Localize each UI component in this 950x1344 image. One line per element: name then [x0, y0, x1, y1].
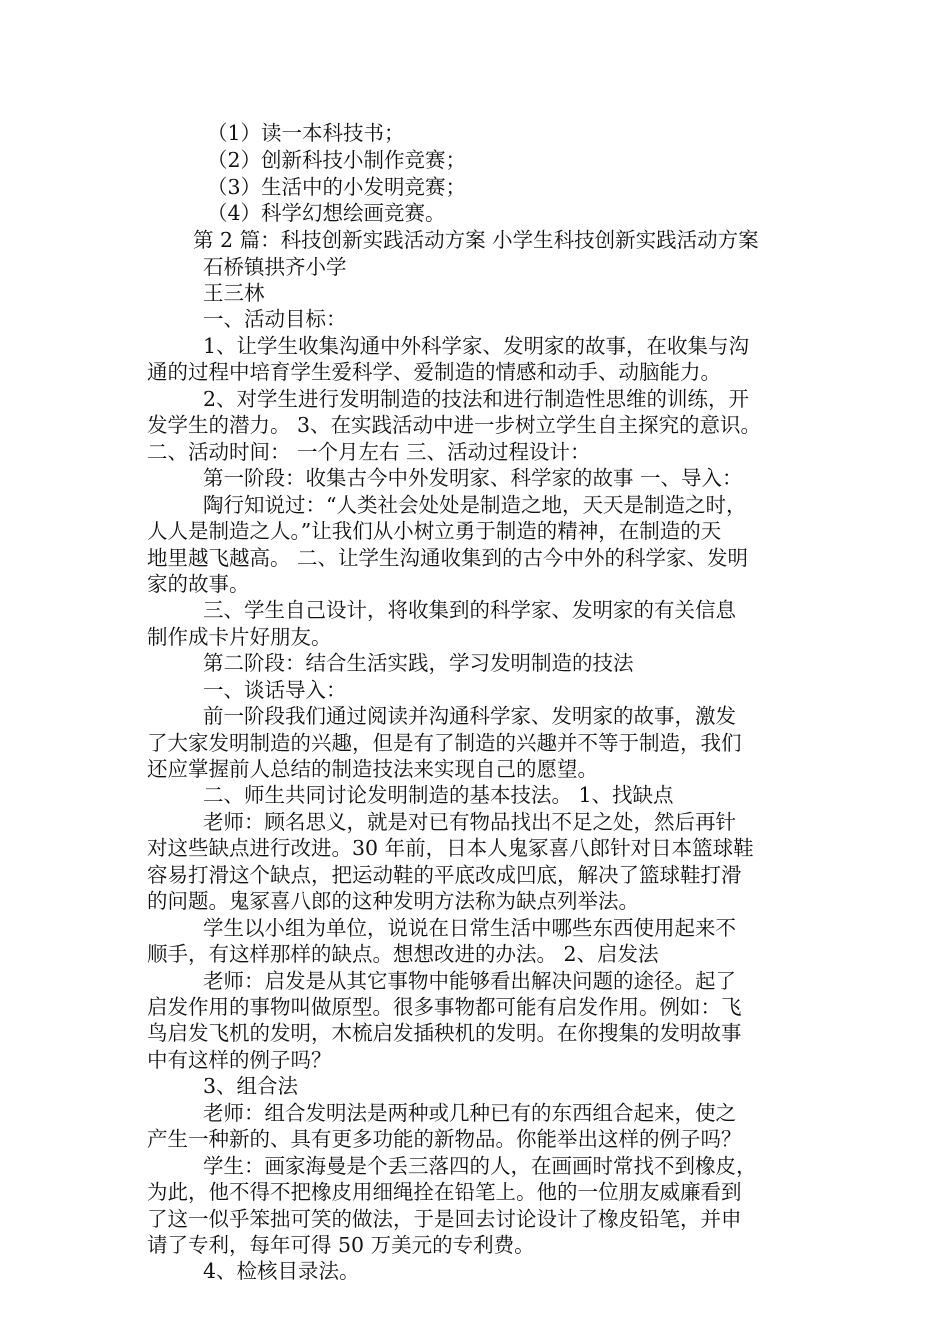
text-line: 制作成卡片好朋友。	[147, 625, 332, 649]
text-line: 4、检核目录法。	[203, 1259, 360, 1283]
text-line: 对这些缺点进行改进。30 年前，日本人鬼冢喜八郎针对日本篮球鞋	[147, 836, 754, 860]
text-line: 老师：启发是从其它事物中能够看出解决问题的途径。起了	[203, 969, 736, 993]
text-line: 了大家发明制造的兴趣，但是有了制造的兴趣并不等于制造，我们	[147, 731, 742, 755]
text-line: 请了专利，每年可得 50 万美元的专利费。	[147, 1233, 535, 1257]
text-line: 为此，他不得不把橡皮用细绳拴在铅笔上。他的一位朋友威廉看到	[147, 1180, 742, 1204]
text-line: 石桥镇拱齐小学	[203, 255, 347, 279]
text-line: 第一阶段：收集古今中外发明家、科学家的故事 一、导入：	[203, 466, 743, 490]
text-line: 了这一似乎笨拙可笑的做法，于是回去讨论设计了橡皮铅笔，并申	[147, 1207, 742, 1231]
text-line: 学生以小组为单位，说说在日常生活中哪些东西使用起来不	[203, 916, 736, 940]
text-line: 顺手，有这样那样的缺点。想想改进的办法。 2、启发法	[147, 942, 659, 966]
text-line: 前一阶段我们通过阅读并沟通科学家、发明家的故事，激发	[203, 704, 736, 728]
text-line: 发学生的潜力。 3、在实践活动中进一步树立学生自主探究的意识。	[147, 413, 762, 437]
text-line: （4）科学幻想绘画竞赛。	[207, 201, 446, 225]
text-line: 鸟启发飞机的发明，木梳启发插秧机的发明。在你搜集的发明故事	[147, 1021, 742, 1045]
text-line: 地里越飞越高。 二、让学生沟通收集到的古今中外的科学家、发明	[147, 546, 749, 570]
text-line: 人人是制造之人。”让我们从小树立勇于制造的精神，在制造的天	[147, 519, 722, 543]
text-line: 还应掌握前人总结的制造技法来实现自己的愿望。	[147, 757, 598, 781]
text-line: 二、师生共同讨论发明制造的基本技法。 1、找缺点	[203, 783, 674, 807]
text-line: 产生一种新的、具有更多功能的新物品。你能举出这样的例子吗？	[147, 1127, 742, 1151]
text-line: 陶行知说过：“人类社会处处是制造之地，天天是制造之时，	[203, 493, 747, 517]
text-line: 学生：画家海曼是个丢三落四的人，在画画时常找不到橡皮，	[203, 1154, 757, 1178]
text-line: 三、学生自己设计，将收集到的科学家、发明家的有关信息	[203, 598, 736, 622]
text-line: 一、活动目标：	[203, 307, 347, 331]
text-line: 一、谈话导入：	[203, 678, 347, 702]
text-line: （2）创新科技小制作竞赛；	[207, 148, 467, 172]
section-heading: 第 2 篇：科技创新实践活动方案 小学生科技创新实践活动方案	[193, 228, 759, 252]
text-line: 老师：组合发明法是两种或几种已有的东西组合起来，使之	[203, 1101, 736, 1125]
text-line: 王三林	[203, 281, 265, 305]
text-line: 容易打滑这个缺点，把运动鞋的平底改成凹底，解决了篮球鞋打滑	[147, 863, 742, 887]
text-line: 老师：顾名思义，就是对已有物品找出不足之处，然后再针	[203, 810, 736, 834]
text-line: 家的故事。	[147, 572, 250, 596]
text-line: 二、活动时间： 一个月左右 三、活动过程设计：	[147, 440, 591, 464]
text-line: 第二阶段：结合生活实践，学习发明制造的技法	[203, 651, 634, 675]
text-line: （3）生活中的小发明竞赛；	[207, 175, 467, 199]
text-line: （1）读一本科技书；	[207, 121, 405, 145]
text-line: 的问题。鬼冢喜八郎的这种发明方法称为缺点列举法。	[147, 889, 639, 913]
text-line: 2、对学生进行发明制造的技法和进行制造性思维的训练，开	[203, 387, 750, 411]
text-line: 启发作用的事物叫做原型。很多事物都可能有启发作用。例如：飞	[147, 995, 742, 1019]
text-line: 1、让学生收集沟通中外科学家、发明家的故事，在收集与沟	[203, 334, 750, 358]
text-line: 通的过程中培育学生爱科学、爱制造的情感和动手、动脑能力。	[147, 360, 721, 384]
text-line: 3、组合法	[203, 1074, 299, 1098]
text-line: 中有这样的例子吗？	[147, 1048, 332, 1072]
